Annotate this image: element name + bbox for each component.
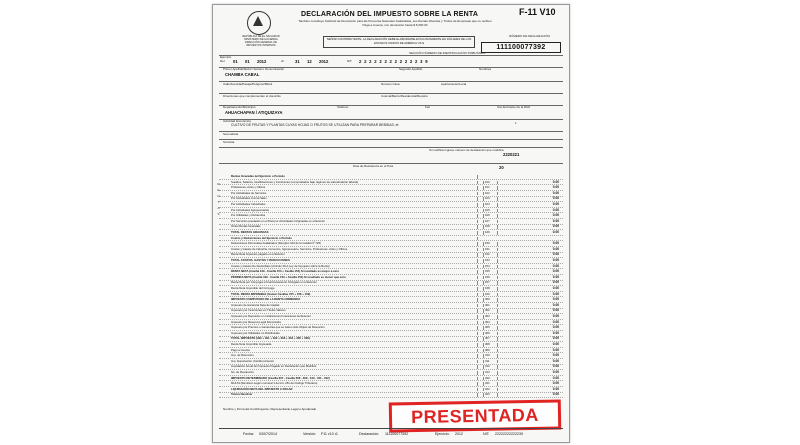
line-marker xyxy=(477,326,482,330)
line-amount: 0.00 xyxy=(497,337,561,341)
line-code: 151 xyxy=(483,248,499,252)
line-text: LIQUIDACIÓN NETA DEL IMPUESTO A PAGAR xyxy=(231,386,293,391)
line-code: 302 xyxy=(483,309,499,313)
line-code: 306 xyxy=(483,332,499,336)
line-amount: 0.00 xyxy=(497,259,561,263)
line-marker xyxy=(477,309,482,313)
line-amount: 0.00 xyxy=(497,181,561,185)
line-code: 160 xyxy=(483,293,499,297)
modifica-row xyxy=(219,147,563,162)
line-amount: 0.00 xyxy=(497,209,561,213)
actividad-row xyxy=(219,119,563,130)
declaration-line xyxy=(219,209,563,214)
line-code: 154 xyxy=(483,265,499,269)
line-text: Impuesto por Premios o Ganancias que se hacen sido Objeto de Retención xyxy=(231,325,325,330)
actividad-value: CULTIVO DE FRUTAS Y PLANTAS CUYAS HOJAS O FRUTOS SE UTILIZAN PARA PREPARAR BEBIDAS, et xyxy=(231,123,399,127)
line-marker xyxy=(477,237,482,241)
period-to-day: 31 xyxy=(295,59,300,64)
footer-ejercicio-value: 2012 xyxy=(455,432,463,436)
residencia-row xyxy=(219,163,563,174)
secundaria-row xyxy=(219,131,563,138)
line-text: TOTAL RENTAS GRAVADAS xyxy=(231,230,269,234)
line-amount: 0.00 xyxy=(497,186,561,190)
line-code: 102 xyxy=(483,192,499,196)
colonia-label: Colonia/Barrio/Residencial/Reparto xyxy=(381,94,428,98)
line-marker xyxy=(477,281,482,285)
line-code: 157 xyxy=(483,281,499,285)
municipio-value: AHUACHAPAN / ATIQUIZAYA xyxy=(225,110,283,115)
segundo-apellido-label: Segundo Apellido xyxy=(399,67,423,71)
line-amount: 0.00 xyxy=(497,315,561,319)
line-code: 321 xyxy=(483,382,499,386)
declaration-line xyxy=(219,365,563,370)
line-code: 109 xyxy=(483,231,499,235)
declaration-line xyxy=(219,388,563,393)
line-text: Impuesto por Depósitos en Instituciones Financieras del Exterior xyxy=(231,314,311,318)
line-marker xyxy=(477,337,482,341)
ejercicio-label: Ejercicio xyxy=(220,55,232,59)
line-marker xyxy=(477,175,482,179)
footer-ejercicio-label: Ejercicio: xyxy=(435,432,450,436)
nombre-value: CHAMBA CABAL xyxy=(225,72,260,77)
declaration-number: 111100077392 xyxy=(481,42,561,53)
line-code: 307 xyxy=(483,337,499,341)
line-marker xyxy=(477,377,482,381)
line-text: Impuesto por Reserva Legal Disminuida xyxy=(231,319,281,324)
line-amount: 0.00 xyxy=(497,265,561,269)
line-marker xyxy=(477,287,482,291)
fax-label: Fax xyxy=(425,105,431,109)
line-amount: 0.00 xyxy=(497,287,561,291)
line-amount: 0.00 xyxy=(497,197,561,201)
chamba-code: 1 xyxy=(515,121,517,125)
actividad-label: Actividad Económica xyxy=(223,119,251,123)
footer-fecha-label: Fecha: xyxy=(243,432,254,436)
line-code: 304 xyxy=(483,321,499,325)
line-marker xyxy=(477,197,482,201)
line-code: 100 xyxy=(483,181,499,185)
dias-residencia-label: Días de Residencia en el País xyxy=(353,164,394,168)
declaration-line xyxy=(219,393,563,398)
line-code: 107 xyxy=(483,220,499,224)
line-text: Por Actividades Agropecuarias xyxy=(231,207,269,212)
side-letter: A xyxy=(217,206,220,210)
side-letter: E xyxy=(217,188,220,192)
line-amount: 0.00 xyxy=(497,371,561,375)
footer-version-label: Versión: xyxy=(303,432,316,436)
side-letter: S xyxy=(217,212,220,216)
nit-caption: SECCIÓN NÚMERO DE IDENTIFICACIÓN TRIBUTARIA xyxy=(409,51,486,55)
line-marker xyxy=(477,192,482,196)
del-label: Del xyxy=(220,59,225,63)
line-code: 101 xyxy=(483,186,499,190)
presentada-stamp: PRESENTADA xyxy=(389,400,561,433)
line-code: 158 xyxy=(483,287,499,291)
declaration-line xyxy=(219,197,563,202)
line-code: 153 xyxy=(483,259,499,263)
line-text: Deducciones Personales Asalariados (Renglón 100 de la Casilla Nº 725) xyxy=(231,241,321,246)
line-marker xyxy=(477,181,482,185)
line-text: Renta Neta por Cónyuges a Fraccionamiento Otorgado en el Exterior xyxy=(231,280,317,285)
declaration-line xyxy=(219,192,563,197)
terciaria-label: Terciaria xyxy=(223,140,235,144)
modifica-value: 2220221 xyxy=(503,152,520,157)
line-amount: 0.00 xyxy=(497,393,561,397)
line-code: 300 xyxy=(483,298,499,302)
period-from-day: 01 xyxy=(233,59,238,64)
line-text: Sueldos, Salarios, Gratificaciones y Comisiones (comprobados bajo régimen de subordinación laboral) xyxy=(231,179,359,184)
line-amount: 0.00 xyxy=(497,253,561,257)
line-marker xyxy=(477,343,482,347)
footer-declaracion-value: 111100077392 xyxy=(385,432,409,436)
line-marker xyxy=(477,203,482,207)
line-code: 301 xyxy=(483,304,499,308)
line-text: RENTA NETA (Casilla 109 - Casilla 153 + Casilla 154) Si resultado es mayor a cero xyxy=(231,269,339,274)
declaration-line xyxy=(219,220,563,225)
secundaria-label: Secundaria xyxy=(223,132,239,136)
line-amount: 0.00 xyxy=(497,248,561,252)
ministry-label: REPÚBLICA DE EL SALVADOR MINISTERIO DE HACIENDA DIRECCIÓN GENERAL DE IMPUESTOS INTERNOS xyxy=(242,35,280,47)
line-text: Liquidación Anual del Impuesto Pagado en Declaración que Modifica xyxy=(231,364,317,369)
form-code: F-11 V10 xyxy=(519,7,556,17)
declaration-line xyxy=(219,181,563,186)
line-code: 311 xyxy=(483,360,499,364)
line-amount: 0.00 xyxy=(497,365,561,369)
line-code: 312 xyxy=(483,365,499,369)
declaration-line xyxy=(219,343,563,348)
line-text: Por Utilidades y Dividendos xyxy=(231,213,266,218)
address-extra-row xyxy=(219,93,563,104)
currency-notice: SEÑOR CONTRIBUYENTE, LA DECLARACIÓN DEBE ELABORARSE EXCLUSIVAMENTE EN DÓLARES DE LOS ESTADOS UNIDOS DE AMÉRICA US $ xyxy=(323,36,475,48)
period-to-year: 2012 xyxy=(319,59,329,64)
line-marker xyxy=(477,315,482,319)
line-amount: 0.00 xyxy=(497,214,561,218)
line-marker xyxy=(477,388,482,392)
nombres-label: Nombres xyxy=(479,67,492,71)
calle-label: Calle/Avenida/Pasaje/Polígono/Block xyxy=(223,82,273,86)
line-amount: 0.00 xyxy=(497,220,561,224)
line-amount: 0.00 xyxy=(497,242,561,246)
line-text: Costos y Deducciones del Ejercicio o Período xyxy=(231,235,292,240)
line-text: No. de Resolución xyxy=(231,370,254,374)
line-code: 156 xyxy=(483,276,499,280)
line-amount: 0.00 xyxy=(497,203,561,207)
telefono-label: Teléfono xyxy=(337,105,349,109)
line-code: 323 xyxy=(483,393,499,397)
line-amount: 0.00 xyxy=(497,225,561,229)
line-marker xyxy=(477,231,482,235)
line-text: TOTAL IMPUESTO (300 + 301 + 302 + 303 + 304 + 305 + 306) xyxy=(231,336,310,341)
signature-label: Nombre y Firma del Contribuyente, Representante Legal o Apoderado xyxy=(223,407,317,411)
line-amount: 0.00 xyxy=(497,304,561,308)
line-code: 305 xyxy=(483,326,499,330)
line-amount: 0.00 xyxy=(497,309,561,313)
declaration-lines xyxy=(219,175,563,405)
line-amount: 0.00 xyxy=(497,354,561,358)
line-marker xyxy=(477,242,482,246)
line-text: Impuesto por Inversiones en Títulos Valores xyxy=(231,308,286,313)
line-marker xyxy=(477,321,482,325)
declaration-line xyxy=(219,225,563,230)
coat-of-arms-icon xyxy=(247,11,271,35)
apartamento-label: Apartamento/Local xyxy=(441,82,467,86)
line-marker xyxy=(477,393,482,397)
al-label: Al xyxy=(281,59,284,63)
line-text: Por Actividades Comerciales xyxy=(231,196,267,201)
line-marker xyxy=(477,214,482,218)
line-marker xyxy=(477,220,482,224)
line-marker xyxy=(477,371,482,375)
line-text: Por Actividades de Servicios xyxy=(231,190,267,195)
line-text: Total a Devolver xyxy=(231,392,253,397)
line-marker xyxy=(477,253,482,257)
line-marker xyxy=(477,265,482,269)
side-letter: N xyxy=(217,194,220,198)
line-marker xyxy=(477,259,482,263)
declaration-line xyxy=(219,349,563,354)
period-from-month: 01 xyxy=(245,59,250,64)
line-amount: 0.00 xyxy=(497,377,561,381)
line-marker xyxy=(477,276,482,280)
footer xyxy=(219,428,563,441)
line-text: TOTAL COSTOS, GASTOS Y DEDUCCIONES xyxy=(231,258,290,262)
direccion-label: Direcciones que complementan el domicilio xyxy=(223,94,281,98)
line-amount: 0.00 xyxy=(497,192,561,196)
line-text: Rentas Gravadas del Ejercicio o Período xyxy=(231,174,285,178)
period-to-month: 12 xyxy=(307,59,312,64)
line-text: IMPUESTO DETERMINADO (Casilla 307 - Casilla 308 - 309 - 310 - 311 - 312) xyxy=(231,375,330,380)
line-code: 313 xyxy=(483,371,499,375)
modifica-label: Si modifica ingrese número de declaración que modifica xyxy=(429,148,504,152)
line-text: Imp. Exportación (Crédito) Anterior xyxy=(231,358,275,363)
line-amount: 0.00 xyxy=(497,231,561,235)
line-code: 303 xyxy=(483,315,499,319)
side-letter: R xyxy=(217,182,220,186)
line-amount: 0.00 xyxy=(497,270,561,274)
departamento-label: Departamento/Municipio xyxy=(223,105,256,109)
name-row xyxy=(219,67,563,80)
footer-nit-label: NIT: xyxy=(483,432,490,436)
line-code: 309 xyxy=(483,349,499,353)
nit-label: NIT xyxy=(347,59,352,63)
line-amount: 0.00 xyxy=(497,321,561,325)
line-text: Pago a Cuenta xyxy=(231,347,250,352)
line-text: Imp. de Retención xyxy=(231,353,254,358)
line-amount: 0.00 xyxy=(497,360,561,364)
numero-casa-label: Número Casa xyxy=(381,82,400,86)
form-title: DECLARACIÓN DEL IMPUESTO SOBRE LA RENTA xyxy=(301,11,479,18)
line-code: 108 xyxy=(483,225,499,229)
form-subtitle: También constituye Solicitud de Devolución para las Personas Naturales Asalariadas, sus Rentas Diversas y Títulos de Empresas que no reciben Paga a Cuenta, con devolución hasta $ 5,000.00 xyxy=(298,19,492,27)
period-from-year: 2012 xyxy=(257,59,267,64)
line-text: IMPUESTO COMPUTADO DE LA RENTA ORDINARIA xyxy=(231,297,301,302)
tax-declaration-form xyxy=(212,4,570,443)
line-text: Costos y Gastos de Industria, Comercio, Agropecuario, Servicios, Profesiones, Artes y Oficios xyxy=(231,246,348,251)
primer-apellido-label: Primer Apellido/Razón Social o Denominación xyxy=(223,67,285,71)
line-amount: 0.00 xyxy=(497,326,561,330)
line-text: TOTAL RENTA IMPONIBLE (Sumar Casillas 155 + 158 + 159) xyxy=(231,291,311,296)
line-amount: 0.00 xyxy=(497,343,561,347)
footer-fecha-value: 03/07/2014 xyxy=(259,432,277,436)
line-text: Renta Neta Imponible del Cónyuge xyxy=(231,286,275,290)
line-code: 150 xyxy=(483,242,499,246)
line-marker xyxy=(477,209,482,213)
line-text: Renta Neta Imponible Ingresada xyxy=(231,342,272,346)
line-code: 308 xyxy=(483,343,499,347)
line-code: 322 xyxy=(483,388,499,392)
line-text: Costos y Gastos No Deducibles (Artículo 29-A Ley de Impuesto sobre la Renta) xyxy=(231,263,330,268)
line-text: Impuesto por Utilidades no Distribuidas xyxy=(231,330,280,335)
declaration-line xyxy=(219,203,563,208)
line-amount: 0.00 xyxy=(497,281,561,285)
line-text: Renta Neta Impuesto pagado en el Exterior xyxy=(231,252,285,257)
line-code: 152 xyxy=(483,253,499,257)
line-marker xyxy=(477,298,482,302)
line-code: 310 xyxy=(483,354,499,358)
line-marker xyxy=(477,270,482,274)
terciaria-row xyxy=(219,139,563,146)
line-code: 103 xyxy=(483,197,499,201)
nit-value: 2 2 2 2 2 2 2 2 2 2 2 2 3 9 xyxy=(359,59,429,64)
line-marker xyxy=(477,360,482,364)
line-code: 105 xyxy=(483,209,499,213)
address-row xyxy=(219,81,563,92)
line-amount: 0.00 xyxy=(497,382,561,386)
line-text: Por Actividades Industriales xyxy=(231,202,266,206)
line-marker xyxy=(477,225,482,229)
line-text: Profesiones, Artes y Oficios xyxy=(231,185,266,190)
footer-nit-value: 22222222222239 xyxy=(495,432,523,436)
line-marker xyxy=(477,354,482,358)
line-code: 106 xyxy=(483,214,499,218)
line-marker xyxy=(477,186,482,190)
dias-residencia-value: 20 xyxy=(499,165,504,170)
line-text: PÉRDIDA NETA (Casilla 109 - Casilla 153 + Casilla 154) Si resultado es menor que cero xyxy=(231,274,346,279)
declaration-line xyxy=(219,186,563,191)
line-code: 320 xyxy=(483,377,499,381)
line-amount: 0.00 xyxy=(497,293,561,297)
line-text: Impuesto de Ganancia Neta de Capital xyxy=(231,302,280,307)
footer-version-value: F11 v10 r1 xyxy=(321,432,338,436)
line-marker xyxy=(477,382,482,386)
line-marker xyxy=(477,304,482,308)
line-text: Por Servicios prestados en el País por Actividades Originadas en el Exterior xyxy=(231,218,326,223)
line-marker xyxy=(477,332,482,336)
line-marker xyxy=(477,349,482,353)
uso-exclusivo-label: Uso Exclusivo de la DGII xyxy=(497,105,531,109)
line-code: 104 xyxy=(483,203,499,207)
line-marker xyxy=(477,248,482,252)
footer-declaracion-label: Declaración: xyxy=(359,432,379,436)
line-amount: 0.00 xyxy=(497,332,561,336)
line-amount: 0.00 xyxy=(497,349,561,353)
period-row xyxy=(219,51,563,66)
line-text: MULTA (Remisión según numeral 1 del Art. 261 del Código Tributario) xyxy=(231,381,318,386)
line-marker xyxy=(477,365,482,369)
line-code: 155 xyxy=(483,270,499,274)
side-letter: T xyxy=(217,200,220,204)
line-amount: 0.00 xyxy=(497,388,561,392)
line-amount: 0.00 xyxy=(497,276,561,280)
line-text: Otras Rentas Gravadas xyxy=(231,224,261,229)
declaration-number-label: NÚMERO DE DECLARACIÓN xyxy=(509,34,550,38)
line-amount: 0.00 xyxy=(497,298,561,302)
line-marker xyxy=(477,293,482,297)
municipio-row xyxy=(219,105,563,118)
